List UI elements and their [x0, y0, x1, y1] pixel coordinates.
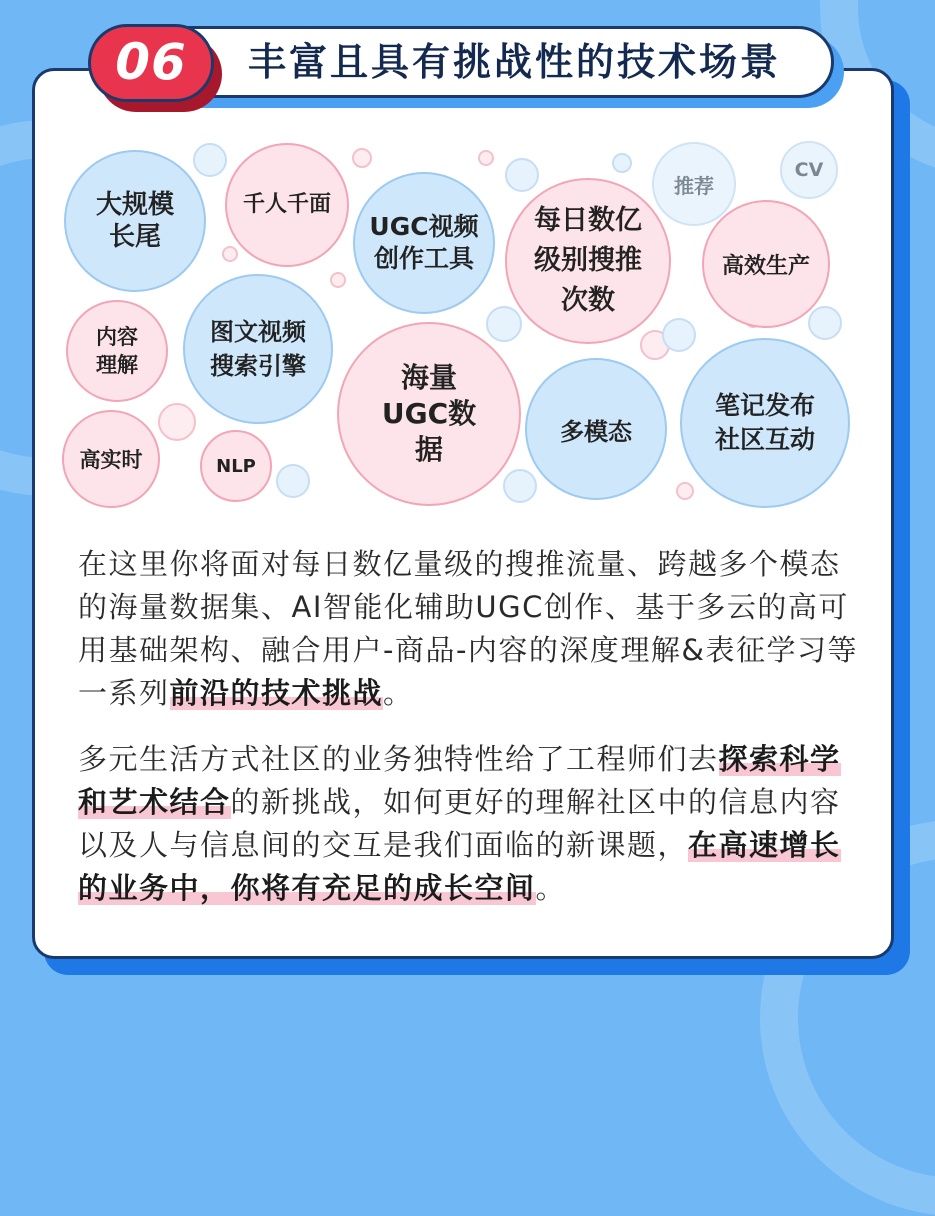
bubble-label: 内容理解: [96, 325, 138, 377]
decor-dot: [808, 306, 842, 340]
bubble-scale-long-tail: [64, 150, 206, 292]
bubble-label: 图文视频搜索引擎: [210, 318, 306, 380]
bubble-label: 高实时: [79, 448, 143, 472]
bubble-notes-community: [680, 338, 850, 508]
bubble-realtime: [62, 410, 160, 508]
section-number-badge: 06: [88, 24, 214, 102]
bubble-multimodal: [525, 358, 667, 500]
decor-dot: [222, 246, 238, 262]
bubble-recommend: [652, 142, 736, 226]
decor-dot: [193, 143, 227, 177]
community-highlight-1: 探索科学和艺术结合: [78, 742, 841, 819]
bubble-label: NLP: [216, 455, 256, 477]
bubble-label: CV: [794, 159, 824, 181]
intro-text: 在这里你将面对每日数亿量级的搜推流量、跨越多个模态的海量数据集、AI智能化辅助UGC创作、基于多云的高可用基础架构、融合用户-商品-内容的深度理解&表征学习等一系列: [78, 547, 859, 710]
decor-dot: [505, 158, 539, 192]
bubble-label: 笔记发布社区互动: [714, 391, 815, 454]
community-highlight-2: 在高速增长的业务中，你将有充足的成长空间: [78, 828, 841, 905]
decor-dot: [486, 306, 522, 342]
section-title: 丰富且具有挑战性的技术场景: [248, 40, 782, 84]
bubble-nlp: [200, 430, 272, 502]
bubble-label: UGC视频创作工具: [369, 212, 479, 273]
intro-highlight: 前沿的技术挑战: [169, 676, 384, 710]
bubble-label: 每日数亿级别搜推次数: [534, 205, 642, 316]
bubble-thousand-faces: [225, 143, 349, 267]
decor-dot: [158, 403, 196, 441]
community-end: 。: [535, 871, 567, 905]
bubble-label: 推荐: [674, 173, 714, 198]
bubble-ugc-video-tools: [353, 172, 495, 314]
community-text-1: 多元生活方式社区的业务独特性给了工程师们去: [78, 742, 719, 776]
bubble-label: 千人千面: [242, 192, 331, 217]
bubble-efficient-production: [702, 200, 830, 328]
intro-paragraph: [78, 543, 868, 715]
bubble-cv: [780, 141, 838, 199]
bubble-label: 海量UGC数据: [381, 361, 477, 466]
bubble-daily-search-rec: [505, 178, 671, 344]
decor-dot: [612, 153, 632, 173]
decor-dot: [662, 318, 696, 352]
bubble-massive-ugc: [337, 322, 521, 506]
bubble-label: 高效生产: [721, 253, 810, 279]
bubble-content-understanding: [66, 300, 168, 402]
bubble-image-video-search: [183, 274, 333, 424]
decor-dot: [330, 272, 346, 288]
bubble-label: 大规模长尾: [95, 190, 174, 252]
community-text-2: 的新挑战，如何更好的理解社区中的信息内容以及人与信息间的交互是我们面临的新课题，: [78, 785, 841, 862]
decor-dot: [276, 464, 310, 498]
decor-dot: [352, 148, 372, 168]
decor-dot: [676, 482, 694, 500]
decor-dot: [478, 150, 494, 166]
decor-dot: [503, 469, 537, 503]
bubble-label: 多模态: [560, 417, 632, 446]
community-paragraph: [78, 738, 868, 910]
intro-end: 。: [383, 676, 414, 710]
